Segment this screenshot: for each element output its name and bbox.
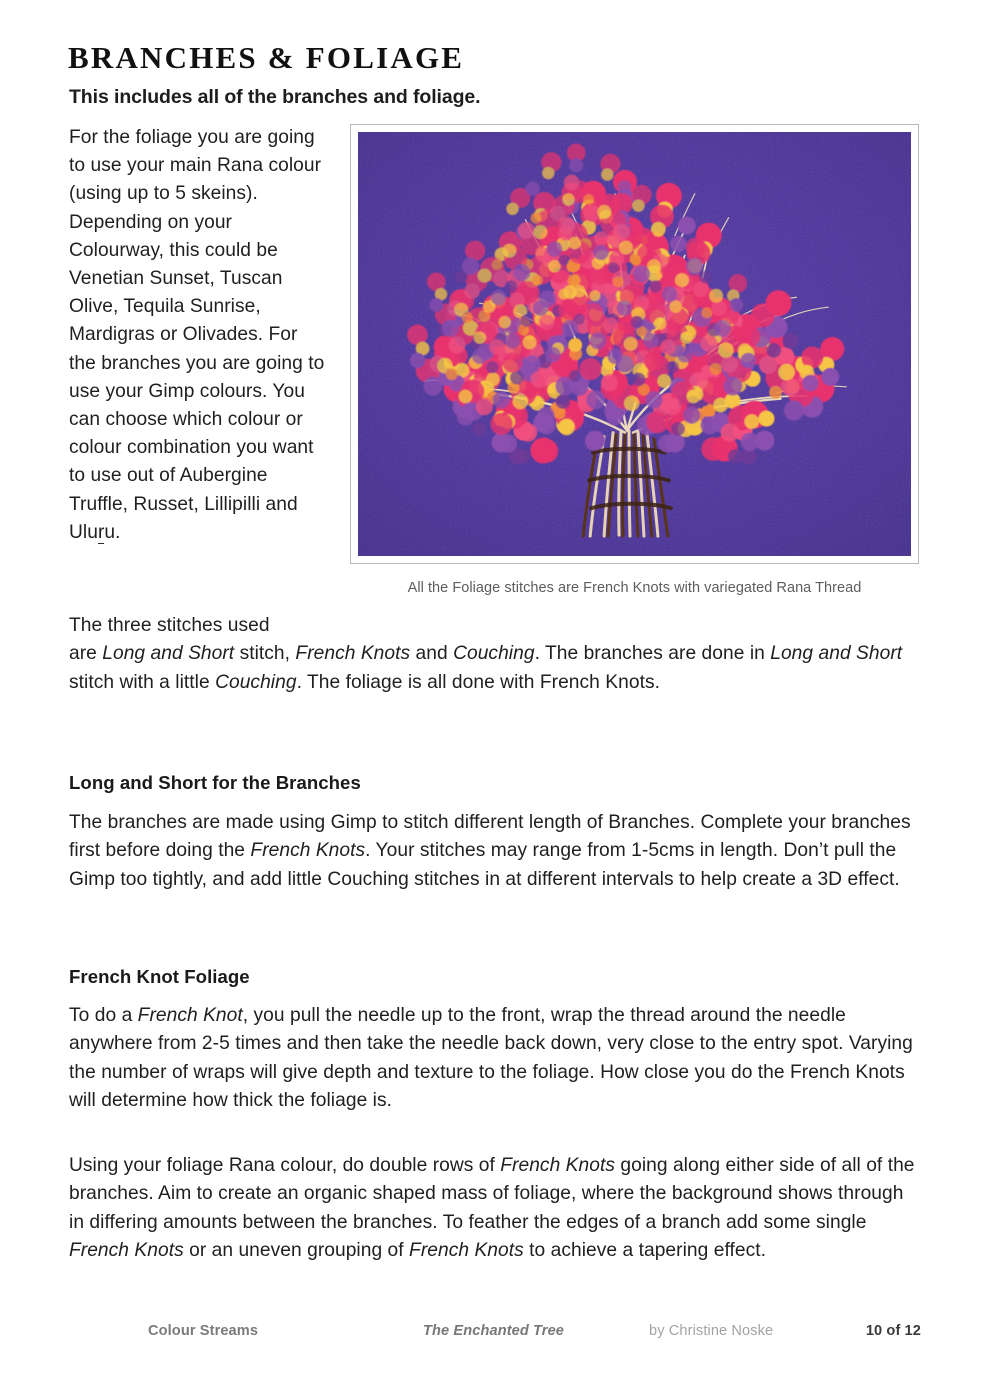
term-long-and-short-2: Long and Short <box>770 643 903 665</box>
intro-sidebar-paragraph <box>69 124 327 547</box>
term-french-knots-6: French Knots <box>409 1240 524 1262</box>
three-stitches-c: and <box>410 643 454 665</box>
footer-brand: Colour Streams <box>148 1323 259 1339</box>
figure-caption: All the Foliage stitches are French Knots with variegated Rana Thread <box>407 580 862 596</box>
page-title: BRANCHES & FOLIAGE <box>68 40 465 75</box>
embroidery-photo <box>358 132 911 556</box>
term-french-knot-3: French Knot <box>137 1005 243 1026</box>
fp-b: going along either side of all of the branches. Aim to create an organic shaped mass of foliage, where the background shows through in differing amounts between the branches. To feather the edges of a branch add some single <box>69 1155 915 1233</box>
figure-embroidered-tree <box>350 124 919 564</box>
embroidery-illustration <box>358 132 911 556</box>
term-french-knots-5: French Knots <box>69 1240 184 1262</box>
three-stitches-d: . The branches are done in <box>534 643 771 665</box>
term-french-knots-4: French Knots <box>500 1155 615 1176</box>
fp-a: Using your foliage Rana colour, do double rows of <box>69 1155 501 1176</box>
section-body-long-and-short <box>69 809 921 894</box>
section-heading-long-and-short: Long and Short for the Branches <box>69 772 361 793</box>
three-stitches-f: . The foliage is all done with French Knots. <box>296 671 660 693</box>
page-footer <box>69 1323 921 1347</box>
three-stitches-paragraph <box>69 612 919 697</box>
term-couching-1: Couching <box>453 643 535 665</box>
spellcheck-underline: r <box>97 521 105 543</box>
fp-c: or an uneven grouping of <box>183 1240 410 1262</box>
fp-d: to achieve a tapering effect. <box>523 1240 766 1262</box>
term-long-and-short-1: Long and Short <box>102 643 235 665</box>
term-french-knots-1: French Knots <box>295 643 411 665</box>
page-subtitle: This includes all of the branches and foliage. <box>69 86 481 108</box>
term-french-knots-2: French Knots <box>250 840 366 862</box>
s1-b: . Your stitches may range from 1-5cms in length. Don’t pull the Gimp too tightly, and add little Couching stitches in at different intervals to help create a 3D effect. <box>69 840 900 890</box>
section-body-french-knot-foliage <box>69 1002 921 1116</box>
section-heading-french-knot-foliage: French Knot Foliage <box>69 966 250 987</box>
image-frame <box>350 124 919 564</box>
three-stitches-b: stitch, <box>234 643 296 665</box>
footer-author: by Christine Noske <box>649 1323 774 1339</box>
footer-page-number: 10 of 12 <box>865 1323 921 1339</box>
s1-a: The branches are made using Gimp to stitch different length of Branches. Complete your branches first before doing the <box>69 812 911 862</box>
intro-sidebar-text: For the foliage you are going to use your main Rana colour (using up to 5 skeins). Depending on your Colourway, this could be Venetian Sunset, Tuscan Olive, Tequila Sunrise, Mardigras or Olivades. For the branches you are going to use your Gimp colours. You can choose which colour or colour combination you want to use out of Aubergine Truffle, Russet, Lillipilli and Uluru. <box>69 127 325 543</box>
three-stitches-a: are <box>69 643 103 665</box>
s2-a: To do a <box>69 1005 138 1026</box>
three-stitches-e: stitch with a little <box>69 671 216 693</box>
term-couching-2: Couching <box>215 671 297 693</box>
final-paragraph <box>69 1152 921 1266</box>
three-stitches-first-line: The three stitches used <box>69 615 270 636</box>
s2-b: , you pull the needle up to the front, wrap the thread around the needle anywhere from 2-5 times and then take the needle back down, very close to the entry spot. Varying the number of wraps will give depth and texture to the foliage. How close you do the French Knots will determine how thick the foliage is. <box>69 1005 913 1112</box>
footer-work-title: The Enchanted Tree <box>423 1323 565 1339</box>
